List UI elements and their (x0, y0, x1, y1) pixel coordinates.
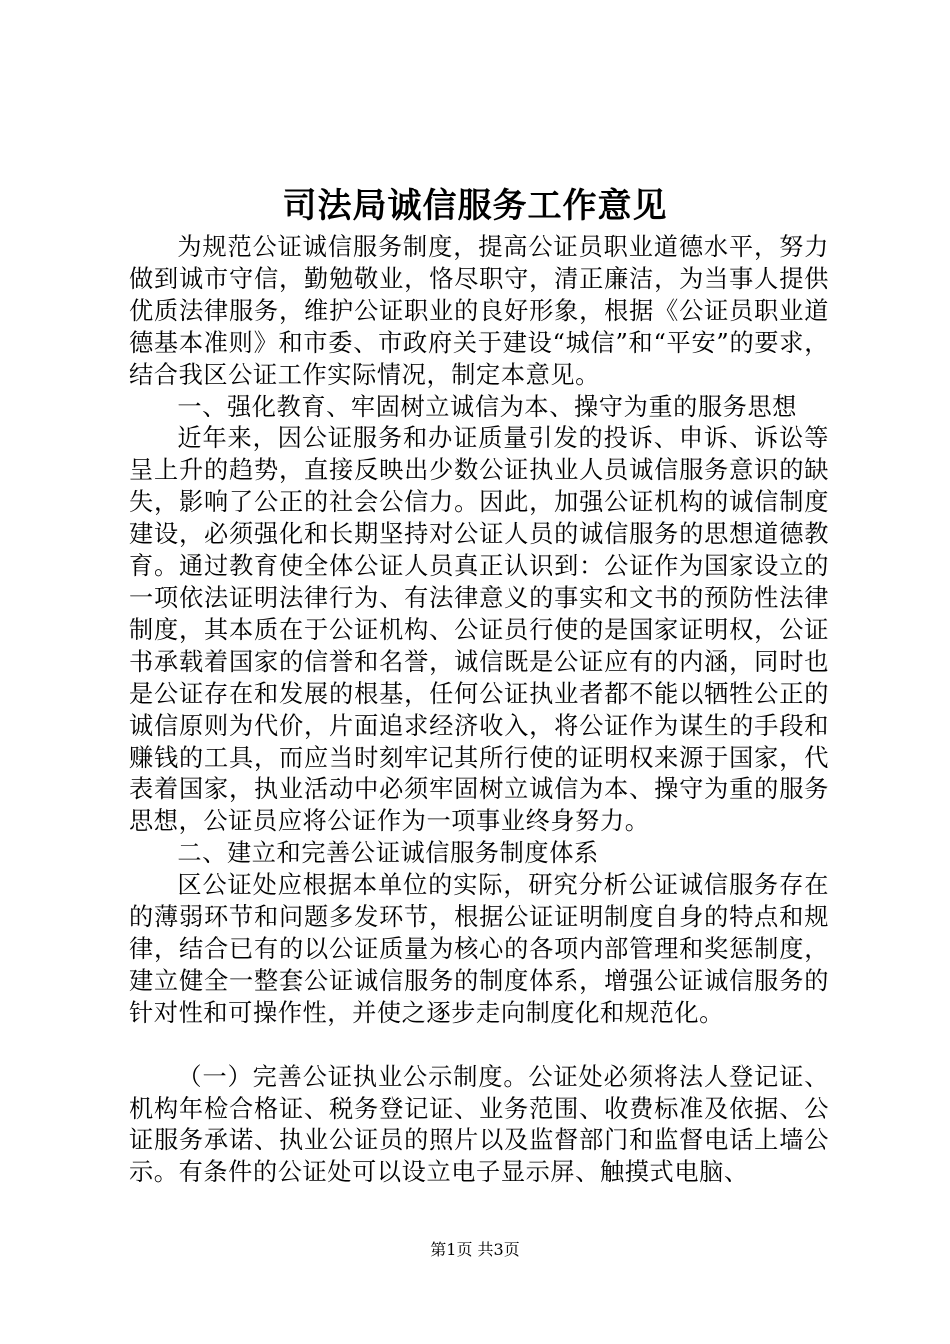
subsection-1-paragraph: （一）完善公证执业公示制度。公证处必须将法人登记证、机构年检合格证、税务登记证、业务范围、收费标准及依据、公证服务承诺、执业公证员的照片以及监督部门和监督电话上墙公示。有条件的公证处可以设立电子显示屏、触摸式电脑、 (129, 1062, 829, 1187)
section-1-paragraph: 近年来，因公证服务和办证质量引发的投诉、申诉、诉讼等呈上升的趋势，直接反映出少数公证执业人员诚信服务意识的缺失，影响了公正的社会公信力。因此，加强公证机构的诚信制度建设，必须强化和长期坚持对公证人员的诚信服务的思想道德教育。通过教育使全体公证人员真正认识到：公证作为国家设立的一项依法证明法律行为、有法律意义的事实和文书的预防性法律制度，其本质在于公证机构、公证员行使的是国家证明权，公证书承载着国家的信誉和名誉，诚信既是公证应有的内涵，同时也是公证存在和发展的根基，任何公证执业者都不能以牺牲公正的诚信原则为代价，片面追求经济收入，将公证作为谋生的手段和赚钱的工具，而应当时刻牢记其所行使的证明权来源于国家，代表着国家，执业活动中必须牢固树立诚信为本、操守为重的服务思想，公证员应将公证作为一项事业终身努力。 (129, 424, 829, 836)
intro-paragraph: 为规范公证诚信服务制度，提高公证员职业道德水平，努力做到诚市守信，勤勉敬业，恪尽职守，清正廉洁，为当事人提供优质法律服务，维护公证职业的良好形象，根据《公证员职业道德基本准则》和市委、市政府关于建设“城信”和“平安”的要求，结合我区公证工作实际情况，制定本意见。 (129, 233, 829, 389)
document-body (129, 232, 829, 1189)
document-title: 司法局诚信服务工作意见 (282, 186, 668, 226)
section-heading-2: 二、建立和完善公证诚信服务制度体系 (177, 839, 599, 868)
page-footer: 第1页 共3页 (430, 1240, 520, 1259)
section-heading-1: 一、强化教育、牢固树立诚信为本、操守为重的服务思想 (177, 392, 798, 421)
section-2-paragraph: 区公证处应根据本单位的实际，研究分析公证诚信服务存在的薄弱环节和问题多发环节，根据公证证明制度自身的特点和规律，结合已有的以公证质量为核心的各项内部管理和奖惩制度，建立健全一整套公证诚信服务的制度体系，增强公证诚信服务的针对性和可操作性，并使之逐步走向制度化和规范化。 (129, 871, 829, 1027)
